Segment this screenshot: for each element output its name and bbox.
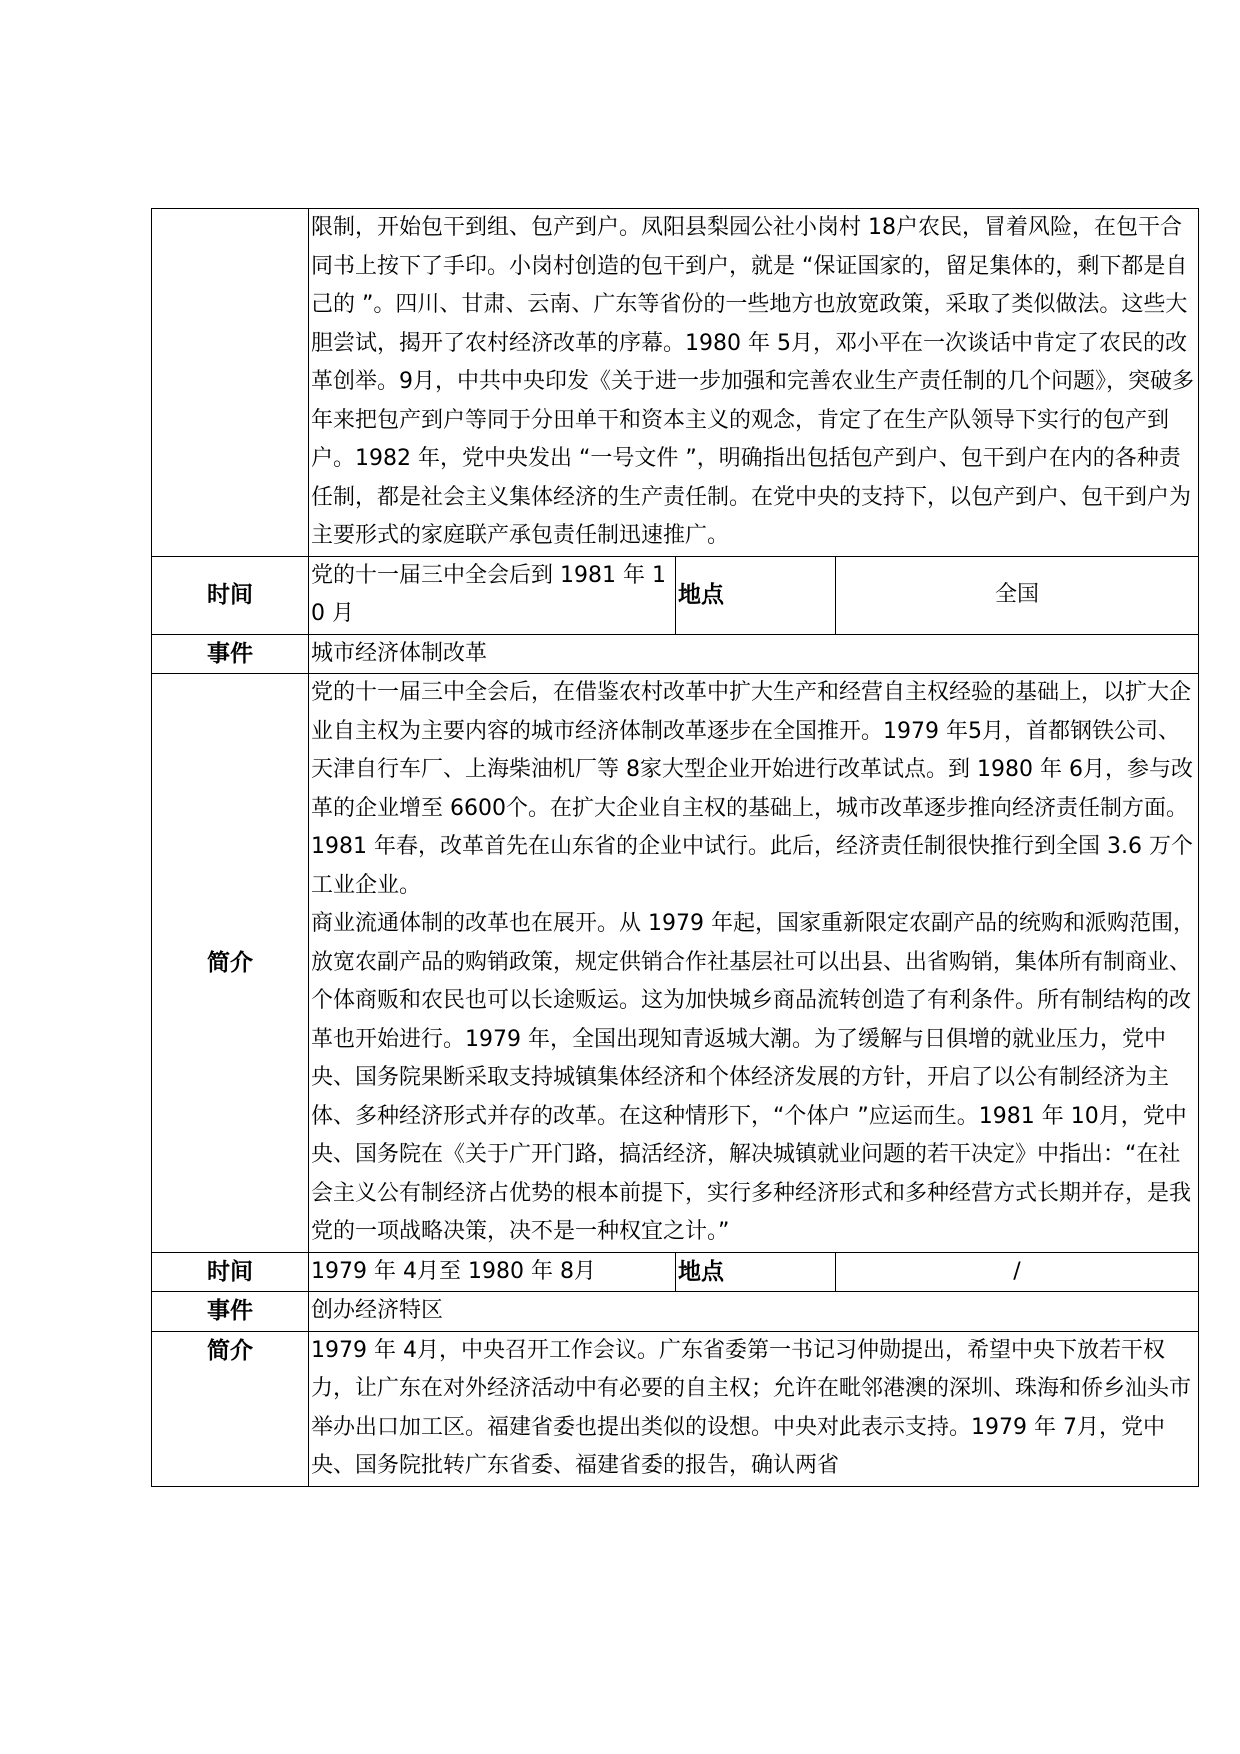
table-row [152,1331,1199,1486]
intro-label: 简介 [152,1331,309,1486]
table-row [152,1292,1199,1332]
time-value: 党的十一届三中全会后到 1981 年 10 月 [309,556,676,634]
table-row [152,209,1199,557]
empty-label-cell [152,209,309,557]
table-row [152,674,1199,1253]
intro-paragraph-2: 商业流通体制的改革也在展开。从 1979 年起，国家重新限定农副产品的统购和派购范围，放宽农副产品的购销政策，规定供销合作社基层社可以出县、出省购销，集体所有制商业、个体商贩和农民也可以长途贩运。这为加快城乡商品流转创造了有利条件。所有制结构的改革也开始进行。1979 年，全国出现知青返城大潮。为了缓解与日俱增的就业压力，党中央、国务院果断采取支持城镇集体经济和个体经济发展的方针，开启了以公有制经济为主体、多种经济形式并存的改革。在这种情形下，“个体户 ”应运而生。1981 年 10月，党中央、国务院在《关于广开门路，搞活经济，解决城镇就业问题的若干决定》中指出：“在社会主义公有制经济占优势的根本前提下，实行多种经济形式和多种经营方式长期并存，是我党的一项战略决策，决不是一种权宜之计。” [311,911,1195,1244]
intro-paragraph-1: 党的十一届三中全会后，在借鉴农村改革中扩大生产和经营自主权经验的基础上，以扩大企业自主权为主要内容的城市经济体制改革逐步在全国推开。1979 年5月，首都钢铁公司、天津自行车厂、上海柴油机厂等 8家大型企业开始进行改革试点。到 1980 年 6月，参与改革的企业增至 6600个。在扩大企业自主权的基础上，城市改革逐步推向经济责任制方面。1981 年春，改革首先在山东省的企业中试行。此后，经济责任制很快推行到全国 3.6 万个工业企业。 [311,680,1193,898]
event-table [151,208,1199,1487]
place-label: 地点 [676,1252,836,1292]
place-label: 地点 [676,556,836,634]
time-label: 时间 [152,556,309,634]
table-row [152,556,1199,634]
event-label: 事件 [152,1292,309,1332]
time-label: 时间 [152,1252,309,1292]
intro-content-cell [309,209,1199,557]
place-value: 全国 [836,556,1199,634]
intro-content-cell [309,1331,1199,1486]
place-value: / [836,1252,1199,1292]
time-value: 1979 年 4月至 1980 年 8月 [309,1252,676,1292]
intro-text: 限制，开始包干到组、包产到户。凤阳县梨园公社小岗村 18户农民，冒着风险，在包干合同书上按下了手印。小岗村创造的包干到户，就是 “保证国家的，留足集体的，剩下都是自己的 ”。四川、甘肃、云南、广东等省份的一些地方也放宽政策，采取了类似做法。这些大胆尝试，揭开了农村经济改革的序幕。1980 年 5月，邓小平在一次谈话中肯定了农民的改革创举。9月，中共中央印发《关于进一步加强和完善农业生产责任制的几个问题》，突破多年来把包产到户等同于分田单干和资本主义的观念，肯定了在生产队领导下实行的包产到户。1982 年，党中央发出 “一号文件 ”，明确指出包括包产到户、包干到户在内的各种责任制，都是社会主义集体经济的生产责任制。在党中央的支持下，以包产到户、包干到户为主要形式的家庭联产承包责任制迅速推广。 [311,215,1195,548]
event-value: 创办经济特区 [309,1292,1199,1332]
event-value: 城市经济体制改革 [309,634,1199,674]
table-row [152,1252,1199,1292]
intro-text: 1979 年 4月，中央召开工作会议。广东省委第一书记习仲勋提出，希望中央下放若干权力，让广东在对外经济活动中有必要的自主权；允许在毗邻港澳的深圳、珠海和侨乡汕头市举办出口加工区。福建省委也提出类似的设想。中央对此表示支持。1979 年 7月，党中央、国务院批转广东省委、福建省委的报告，确认两省 [311,1337,1192,1478]
event-label: 事件 [152,634,309,674]
table-row [152,634,1199,674]
intro-content-cell [309,674,1199,1253]
intro-label: 简介 [152,674,309,1253]
